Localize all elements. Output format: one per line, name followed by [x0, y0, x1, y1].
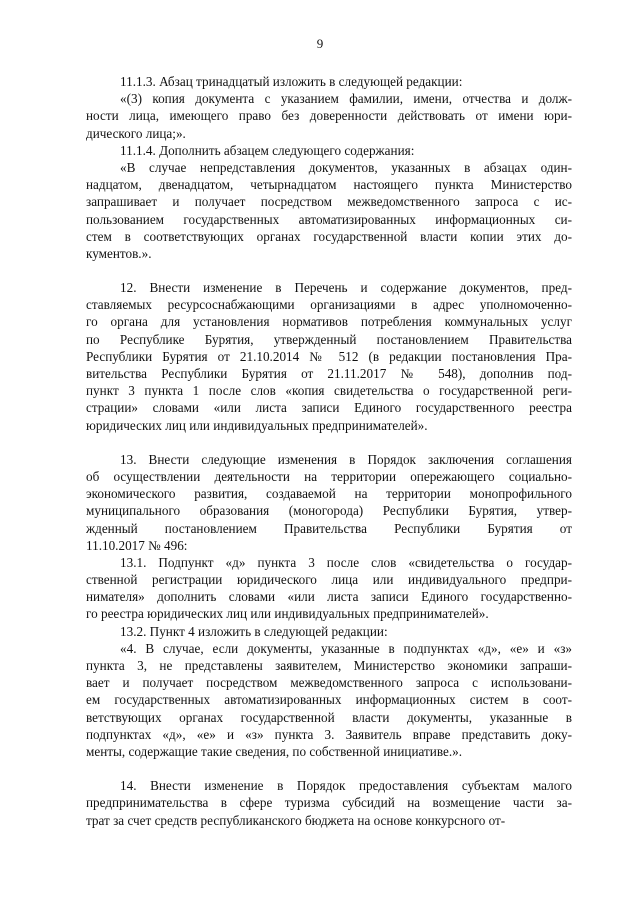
text-line: «В случае непредставления документов, указанных в абзацах один- — [120, 159, 572, 175]
text-line: го органа для установления нормативов потребления коммунальных услуг — [86, 314, 572, 330]
text-line: пункт 3 пункта 1 после слов «копия свидетельства о государственной реги- — [86, 383, 572, 399]
text-line: страции» словами «или листа записи Единого государственного реестра — [86, 400, 572, 416]
paragraph — [86, 554, 572, 623]
text-line: 13. Внести следующие изменения в Порядок заключения соглашения — [120, 451, 572, 467]
text-line: «(3) копия документа с указанием фамилии, имени, отчества и долж- — [120, 91, 572, 107]
text-line: ставляемых ресурсоснабжающими организациями в адрес уполномоченно- — [86, 297, 572, 313]
text-line: 14. Внести изменение в Порядок предоставления субъектам малого — [120, 778, 572, 794]
paragraph-gap — [86, 434, 572, 451]
text-line: подпунктах «д», «е» и «з» пункта 3. Заявитель вправе представить доку- — [86, 726, 572, 742]
text-line: ственной регистрации юридического лица или индивидуального предпри- — [86, 572, 572, 588]
paragraph-gap — [86, 760, 572, 777]
paragraph — [86, 451, 572, 554]
text-line: об осуществлении деятельности на территории опережающего социально- — [86, 468, 572, 484]
text-line: Республики Бурятия от 21.10.2014 № 512 (в редакции постановления Пра- — [86, 348, 572, 364]
text-line: юридических лиц или индивидуальных предпринимателей». — [86, 417, 428, 433]
text-line: надцатом, двенадцатом, четырнадцатом настоящего пункта Министерство — [86, 177, 572, 193]
text-line: жденный постановлением Правительства Республики Бурятия от — [86, 520, 572, 536]
text-line: менты, содержащие такие сведения, по собственной инициативе.». — [86, 743, 463, 759]
paragraph — [86, 90, 572, 142]
page-number: 9 — [316, 36, 324, 51]
text-line: нимателя» дополнить словами «или листа записи Единого государственно- — [86, 589, 572, 605]
text-line: 11.1.4. Дополнить абзацем следующего содержания: — [120, 142, 415, 158]
text-line: ветствующих органах государственной власти документы, указанные в — [86, 709, 572, 725]
paragraph — [86, 73, 572, 90]
text-line: по Республике Бурятия, утвержденный постановлением Правительства — [86, 331, 572, 347]
text-line: 11.1.3. Абзац тринадцатый изложить в следующей редакции: — [120, 74, 463, 89]
text-line: запрашивает и получает посредством межведомственного запроса с ис- — [86, 194, 572, 210]
text-line: предпринимательства в сфере туризма субсидий на возмещение части за- — [86, 795, 572, 811]
text-line: вительства Республики Бурятия от 21.11.2017 № 548), дополнив под- — [86, 366, 572, 381]
text-line: 11.10.2017 № 496: — [86, 537, 188, 553]
document-body — [86, 73, 572, 829]
text-line: дического лица;». — [86, 125, 186, 141]
text-line: кументов.». — [86, 245, 152, 261]
paragraph — [86, 142, 572, 159]
text-line: «4. В случае, если документы, указанные в подпунктах «д», «е» и «з» — [120, 640, 572, 656]
paragraph — [86, 159, 572, 262]
text-line: стем в соответствующих органах государственной власти копии этих до- — [86, 228, 572, 244]
text-line: 13.1. Подпункт «д» пункта 3 после слов «свидетельства о государ- — [120, 554, 572, 570]
text-line: го реестра юридических лиц или индивидуальных предпринимателей». — [86, 606, 489, 622]
text-line: вает и получает посредством межведомственного запроса с использовани- — [86, 675, 572, 691]
text-line: ности лица, имеющего право без доверенности действовать от имени юри- — [86, 108, 572, 124]
paragraph — [86, 777, 572, 829]
text-line: трат за счет средств республиканского бюджета на основе конкурсного от- — [86, 812, 506, 828]
paragraph — [86, 640, 572, 760]
text-line: пользованием государственных автоматизированных информационных си- — [86, 211, 572, 227]
text-line: пункта 3, не представлены заявителем, Министерство экономики запраши- — [86, 658, 572, 673]
text-line: экономического развития, создаваемой на территории монопрофильного — [86, 486, 572, 502]
paragraph — [86, 279, 572, 434]
text-line: ем государственных автоматизированных информационных систем в соот- — [86, 692, 572, 708]
text-line: муниципального образования (моногорода) Республики Бурятия, утвер- — [86, 503, 572, 519]
text-line: 12. Внести изменение в Перечень и содержание документов, пред- — [120, 280, 572, 296]
paragraph-gap — [86, 262, 572, 279]
text-line: 13.2. Пункт 4 изложить в следующей редакции: — [120, 623, 388, 639]
paragraph — [86, 623, 572, 640]
